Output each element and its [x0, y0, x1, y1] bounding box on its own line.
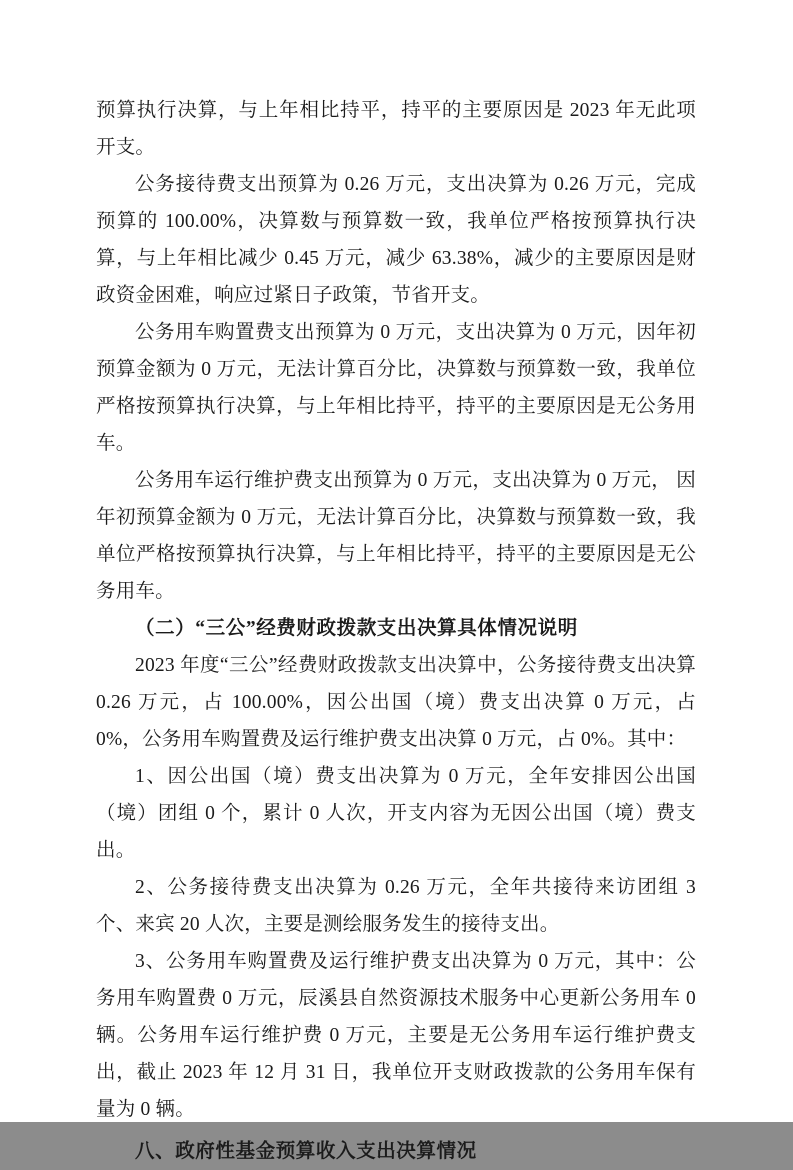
paragraph-sangong-summary: 2023 年度“三公”经费财政拨款支出决算中，公务接待费支出决算 0.26 万元，占 100.00%，因公出国（境）费支出决算 0 万元，占 0%，公务用车购置费及运行维护费支出决算 0 万元，占 0%。其中：: [96, 655, 696, 750]
paragraph-vehicle-purchase: 公务用车购置费支出预算为 0 万元，支出决算为 0 万元，因年初预算金额为 0 万元，无法计算百分比，决算数与预算数一致，我单位严格按预算执行决算，与上年相比持平，持平的主要原因是无公务用车。: [96, 322, 696, 454]
paragraph-vehicle-maintenance: 公务用车运行维护费支出预算为 0 万元，支出决算为 0 万元， 因年初预算金额为 0 万元，无法计算百分比，决算数与预算数一致，我单位严格按预算执行决算，与上年相比持平，持平的主要原因是无公务用车。: [96, 470, 696, 602]
document-body: [96, 92, 696, 1170]
paragraph-continuation: 预算执行决算，与上年相比持平，持平的主要原因是 2023 年无此项开支。: [96, 100, 696, 158]
section-spacer: [96, 1128, 696, 1131]
heading-sangong-detail: （二）“三公”经费财政拨款支出决算具体情况说明: [135, 618, 578, 639]
paragraph-item-official-vehicle: 3、公务用车购置费及运行维护费支出决算为 0 万元，其中：公务用车购置费 0 万元，辰溪县自然资源技术服务中心更新公务用车 0 辆。公务用车运行维护费 0 万元，主要是无公务用车运行维护费支出，截止 2023 年 12 月 31 日，我单位开支财政拨款的公务用车保有量为 0 辆。: [96, 951, 696, 1120]
paragraph-hospitality-expense: 公务接待费支出预算为 0.26 万元，支出决算为 0.26 万元，完成预算的 100.00%，决算数与预算数一致，我单位严格按预算执行决算，与上年相比减少 0.45 万元，减少 63.38%，减少的主要原因是财政资金困难，响应过紧日子政策，节省开支。: [96, 174, 696, 306]
heading-government-fund-budget: 八、政府性基金预算收入支出决算情况: [135, 1141, 477, 1162]
paragraph-item-hospitality: 2、公务接待费支出决算为 0.26 万元，全年共接待来访团组 3 个、来宾 20 人次，主要是测绘服务发生的接待支出。: [96, 877, 696, 935]
paragraph-item-abroad-travel: 1、因公出国（境）费支出决算为 0 万元，全年安排因公出国（境）团组 0 个，累计 0 人次，开支内容为无因公出国（境）费支出。: [96, 766, 696, 861]
